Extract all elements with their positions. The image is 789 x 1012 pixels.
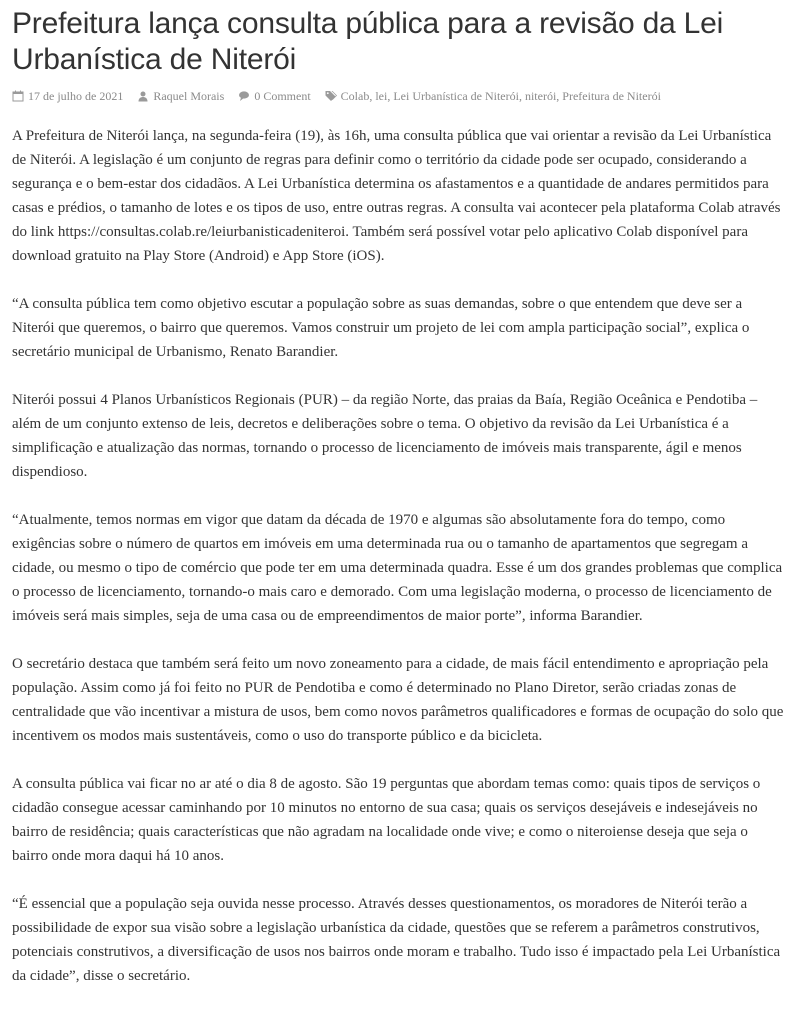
meta-tags [325,89,661,104]
tags-icon [325,90,337,102]
article-paragraph: “É essencial que a população seja ouvida nesse processo. Através desses questionamentos, os moradores de Niterói terão a possibilidade de expor sua visão sobre a legislação urbanística da cidade, questões que se referem a parâmetros construtivos, potenciais construtivos, a diversificação de usos nos bairros onde moram e trabalho. Tudo isso é impactado pela Lei Urbanística da cidade”, disse o secretário. [12,896,781,984]
tag-separator: , [387,88,391,103]
meta-comments-link[interactable]: 0 Comment [254,88,311,103]
article-paragraph: “A consulta pública tem como objetivo escutar a população sobre as suas demandas, sobre o que entendem que deve ser a Niterói que queremos, o bairro que queremos. Vamos construir um projeto de lei com ampla participação social”, explica o secretário municipal de Urbanismo, Renato Barandier. [12,296,750,360]
tag-link[interactable]: lei [375,88,388,103]
tag-link[interactable]: Colab [340,88,370,103]
article-paragraph: Niterói possui 4 Planos Urbanísticos Regionais (PUR) – da região Norte, das praias da Baía, Região Oceânica e Pendotiba – além de um conjunto extenso de leis, decretos e deliberações sobre o tema. O objetivo da revisão da Lei Urbanística é a simplificação e atualização das normas, tornando o processo de licenciamento de imóveis mais transparente, ágil e menos dispendioso. [12,392,758,480]
calendar-icon [12,90,24,102]
user-icon [137,90,149,102]
article-title: Prefeitura lança consulta pública para a revisão da Lei Urbanística de Niterói [12,7,724,76]
meta-comments [238,89,310,104]
tag-link[interactable]: Lei Urbanística de Niterói [393,88,519,103]
meta-date-link[interactable]: 17 de julho de 2021 [28,88,124,103]
tag-link[interactable]: Prefeitura de Niterói [562,88,661,103]
article-body [12,124,784,988]
article-paragraph: O secretário destaca que também será feito um novo zoneamento para a cidade, de mais fácil entendimento e apropriação pela população. Assim como já foi feito no PUR de Pendotiba e como é determinado no Plano Diretor, serão criadas zonas de centralidade que vão incentivar a mistura de usos, bem como novos parâmetros qualificadores e formas de ocupação do solo que incentivem os modos mais sustentáveis, como o uso do transporte público e da bicicleta. [12,656,784,744]
tag-separator: , [518,88,522,103]
article-paragraph: “Atualmente, temos normas em vigor que datam da década de 1970 e algumas são absolutamente fora do tempo, como exigências sobre o número de quartos em imóveis em uma determinada rua ou o tamanho de apartamentos que segregam a cidade, ou mesmo o tipo de comércio que pode ter em uma determinada quadra. Esse é um dos grandes problemas que complica o processo de licenciamento, tornando-o mais caro e demorado. Com uma legislação moderna, o processo de licenciamento de imóveis será mais simples, seja de uma casa ou de empreendimentos de maior porte”, informa Barandier. [12,512,783,624]
tag-link[interactable]: niterói [524,88,557,103]
article-paragraph: A consulta pública vai ficar no ar até o dia 8 de agosto. São 19 perguntas que abordam temas como: quais tipos de serviços o cidadão consegue acessar caminhando por 10 minutos no entorno de sua casa; quais os serviços desejáveis e indesejáveis no bairro de residência; quais características que não agradam na localidade onde vive; e como o niteroiense deseja que seja o bairro onde mora daqui há 10 anos. [12,776,761,864]
tag-separator: , [556,88,560,103]
tag-separator: , [369,88,373,103]
comment-icon [238,90,250,102]
article-paragraph: A Prefeitura de Niterói lança, na segunda-feira (19), às 16h, uma consulta pública que vai orientar a revisão da Lei Urbanística de Niterói. A legislação é um conjunto de regras para definir como o território da cidade pode ser ocupado, considerando a segurança e o bem-estar dos cidadãos. A Lei Urbanística determina os afastamentos e a quantidade de andares permitidos para casas e prédios, o tamanho de lotes e os tipos de uso, entre outras regras. A consulta vai acontecer pela plataforma Colab através do link https://consultas.colab.re/leiurbanisticadeniteroi. Também será possível votar pelo aplicativo Colab disponível para download gratuito na Play Store (Android) e App Store (iOS). [12,128,781,264]
meta-author-link[interactable]: Raquel Morais [153,88,225,103]
meta-date [12,89,123,104]
meta-author [137,89,224,104]
article-meta [12,88,784,104]
article [12,6,784,1012]
